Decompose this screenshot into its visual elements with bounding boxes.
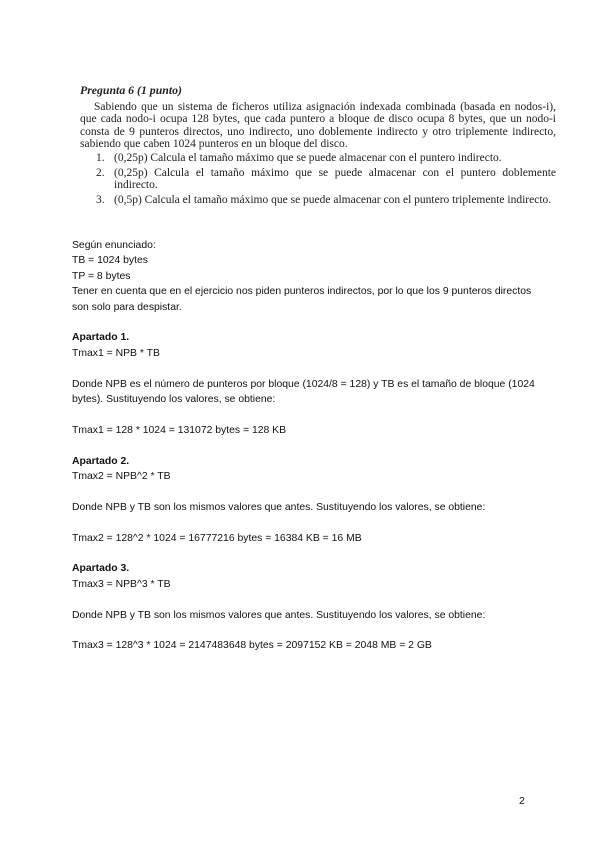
section-result: Tmax2 = 128^2 * 1024 = 16777216 bytes = 16384 KB = 16 MB (72, 532, 362, 544)
section-heading: Apartado 3. (72, 563, 130, 575)
answer-block (72, 238, 542, 654)
question-title: Pregunta 6 (1 punto) (80, 83, 182, 97)
section-heading: Apartado 2. (72, 455, 130, 467)
question-item-number: 1. (96, 151, 105, 164)
question-body: Sabiendo que un sistema de ficheros utiliza asignación indexada combinada (basada en nodos-i), que cada nodo-i ocupa 128 bytes, que cada puntero a bloque de disco ocupa 8 bytes, que un nodo-i consta de 9 punteros directos, uno indirecto, uno doblemente indirecto y otro triplemente indirecto, sabiendo que caben 1024 punteros en un bloque del disco. (80, 100, 556, 151)
section-explanation: Donde NPB y TB son los mismos valores que antes. Sustituyendo los valores, se obtiene: (72, 501, 486, 513)
question-item (80, 194, 556, 207)
answer-tb: TB = 1024 bytes (72, 255, 148, 267)
question-item (80, 152, 556, 165)
answer-intro: Según enunciado: (72, 240, 156, 251)
question-item-number: 3. (96, 193, 105, 206)
question-item (80, 167, 556, 192)
question-item-number: 2. (96, 166, 105, 179)
section-explanation: Donde NPB y TB son los mismos valores que antes. Sustituyendo los valores, se obtiene: (72, 609, 486, 621)
question-item-text: (0,25p) Calcula el tamaño máximo que se puede almacenar con el puntero doblemente indirecto. (114, 166, 556, 192)
section-heading: Apartado 1. (72, 332, 130, 344)
section-result: Tmax1 = 128 * 1024 = 131072 bytes = 128 KB (72, 424, 287, 436)
answer-note: Tener en cuenta que en el ejercicio nos piden punteros indirectos, por lo que los 9 punteros directos son solo para despistar. (72, 286, 532, 313)
section-explanation: Donde NPB es el número de punteros por bloque (1024/8 = 128) y TB es el tamaño de bloque (1024 bytes). Sustituyendo los valores, se obtiene: (72, 378, 535, 406)
section-formula: Tmax2 = NPB^2 * TB (72, 471, 171, 483)
question-item-text: (0,25p) Calcula el tamaño máximo que se puede almacenar con el puntero indirecto. (114, 151, 502, 164)
answer-tp: TP = 8 bytes (72, 270, 131, 282)
page-number: 2 (519, 796, 525, 807)
question-item-text: (0,5p) Calcula el tamaño máximo que se puede almacenar con el puntero triplemente indirecto. (114, 193, 552, 206)
section-formula: Tmax1 = NPB * TB (72, 347, 160, 359)
section-result: Tmax3 = 128^3 * 1024 = 2147483648 bytes = 2097152 KB = 2048 MB = 2 GB (72, 640, 432, 652)
question-list (80, 152, 556, 206)
section-formula: Tmax3 = NPB^3 * TB (72, 578, 171, 590)
question-block (80, 84, 556, 208)
